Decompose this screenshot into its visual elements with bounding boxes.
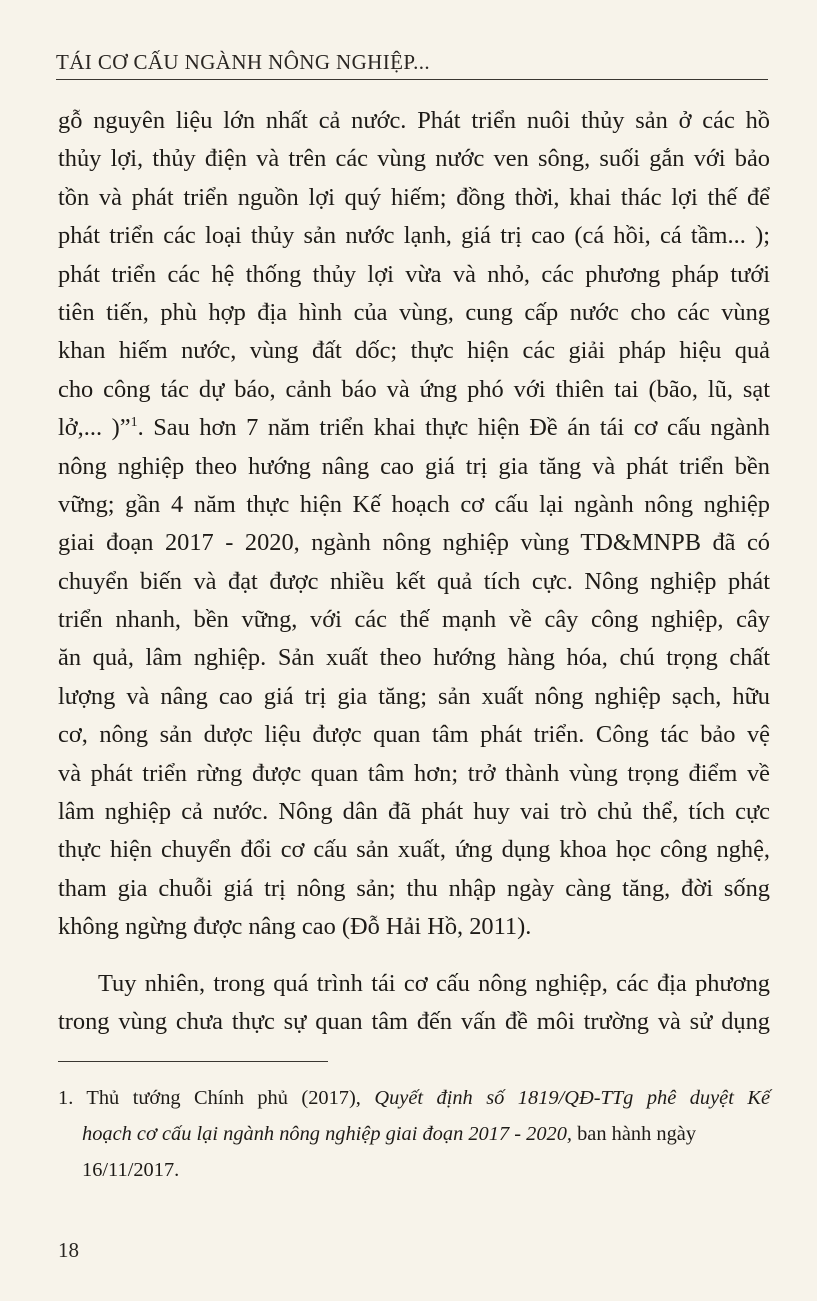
text-line-with-footnote-ref	[58, 409, 770, 447]
text-line: thực hiện chuyển đổi cơ cấu sản xuất, ứng dụng khoa học công nghệ,	[58, 836, 770, 864]
text-line: lâm nghiệp cả nước. Nông dân đã phát huy vai trò chủ thể, tích cực	[58, 798, 770, 826]
text-line: phát triển các loại thủy sản nước lạnh, giá trị cao (cá hồi, cá tầm... );	[58, 222, 770, 250]
footnote-title: Quyết định số 1819/QĐ-TTg phê duyệt Kế	[374, 1087, 770, 1109]
text-line: tồn và phát triển nguồn lợi quý hiếm; đồng thời, khai thác lợi thế để	[58, 183, 770, 211]
text-line: tham gia chuỗi giá trị nông sản; thu nhập ngày càng tăng, đời sống	[58, 874, 770, 902]
footnote-ref[interactable]: 1	[130, 415, 138, 430]
footnote-line	[58, 1152, 770, 1188]
footnote-line	[58, 1080, 770, 1116]
page-number: 18	[58, 1238, 79, 1262]
text-line: trong vùng chưa thực sự quan tâm đến vấn đề môi trường và sử dụng	[58, 1007, 770, 1035]
text-line: chuyển biến và đạt được nhiều kết quả tích cực. Nông nghiệp phát	[58, 567, 770, 595]
footnote	[58, 1080, 770, 1188]
quote-end: lở,... )”	[58, 414, 131, 442]
paragraph-gap	[58, 947, 770, 965]
footnote-title-continued: hoạch cơ cấu lại ngành nông nghiệp giai đoạn 2017 - 2020,	[82, 1123, 573, 1145]
footnote-number: 1.	[58, 1087, 87, 1109]
text-line: triển nhanh, bền vững, với các thế mạnh về cây công nghiệp, cây	[58, 606, 770, 634]
footnote-issued: ban hành ngày	[572, 1123, 697, 1145]
text-line: giai đoạn 2017 - 2020, ngành nông nghiệp vùng TD&MNPB đã có	[58, 529, 770, 557]
text-line: ăn quả, lâm nghiệp. Sản xuất theo hướng hàng hóa, chú trọng chất	[58, 644, 770, 672]
text-line: không ngừng được nâng cao (Đỗ Hải Hồ, 2011).	[58, 913, 532, 941]
running-header: TÁI CƠ CẤU NGÀNH NÔNG NGHIỆP...	[56, 50, 431, 74]
text-line: cơ, nông sản dược liệu được quan tâm phát triển. Công tác bảo vệ	[58, 721, 770, 749]
footnote-author: Thủ tướng Chính phủ (2017),	[86, 1087, 375, 1109]
text-line: thủy lợi, thủy điện và trên các vùng nước ven sông, suối gắn với bảo	[58, 145, 770, 173]
footnote-line	[58, 1116, 770, 1152]
footnote-date: 16/11/2017.	[82, 1159, 180, 1181]
text-line: tiên tiến, phù hợp địa hình của vùng, cung cấp nước cho các vùng	[58, 298, 770, 326]
text-line: vững; gần 4 năm thực hiện Kế hoạch cơ cấu lại ngành nông nghiệp	[58, 490, 770, 518]
body-text	[58, 102, 770, 1041]
text-line: khan hiếm nước, vùng đất dốc; thực hiện các giải pháp hiệu quả	[58, 337, 770, 365]
text-line-indent: Tuy nhiên, trong quá trình tái cơ cấu nông nghiệp, các địa phương	[98, 969, 770, 997]
text-line: cho công tác dự báo, cảnh báo và ứng phó với thiên tai (bão, lũ, sạt	[58, 375, 770, 403]
text-segment: . Sau hơn 7 năm triển khai thực hiện Đề án tái cơ cấu ngành	[137, 414, 770, 442]
text-line: nông nghiệp theo hướng nâng cao giá trị gia tăng và phát triển bền	[58, 452, 770, 480]
text-line: phát triển các hệ thống thủy lợi vừa và nhỏ, các phương pháp tưới	[58, 260, 770, 288]
text-line: lượng và nâng cao giá trị gia tăng; sản xuất nông nghiệp sạch, hữu	[58, 682, 770, 710]
text-line: và phát triển rừng được quan tâm hơn; trở thành vùng trọng điểm về	[58, 759, 770, 787]
header-rule	[56, 79, 768, 80]
text-line: gỗ nguyên liệu lớn nhất cả nước. Phát triển nuôi thủy sản ở các hồ	[58, 107, 770, 134]
footnote-rule	[58, 1061, 328, 1062]
